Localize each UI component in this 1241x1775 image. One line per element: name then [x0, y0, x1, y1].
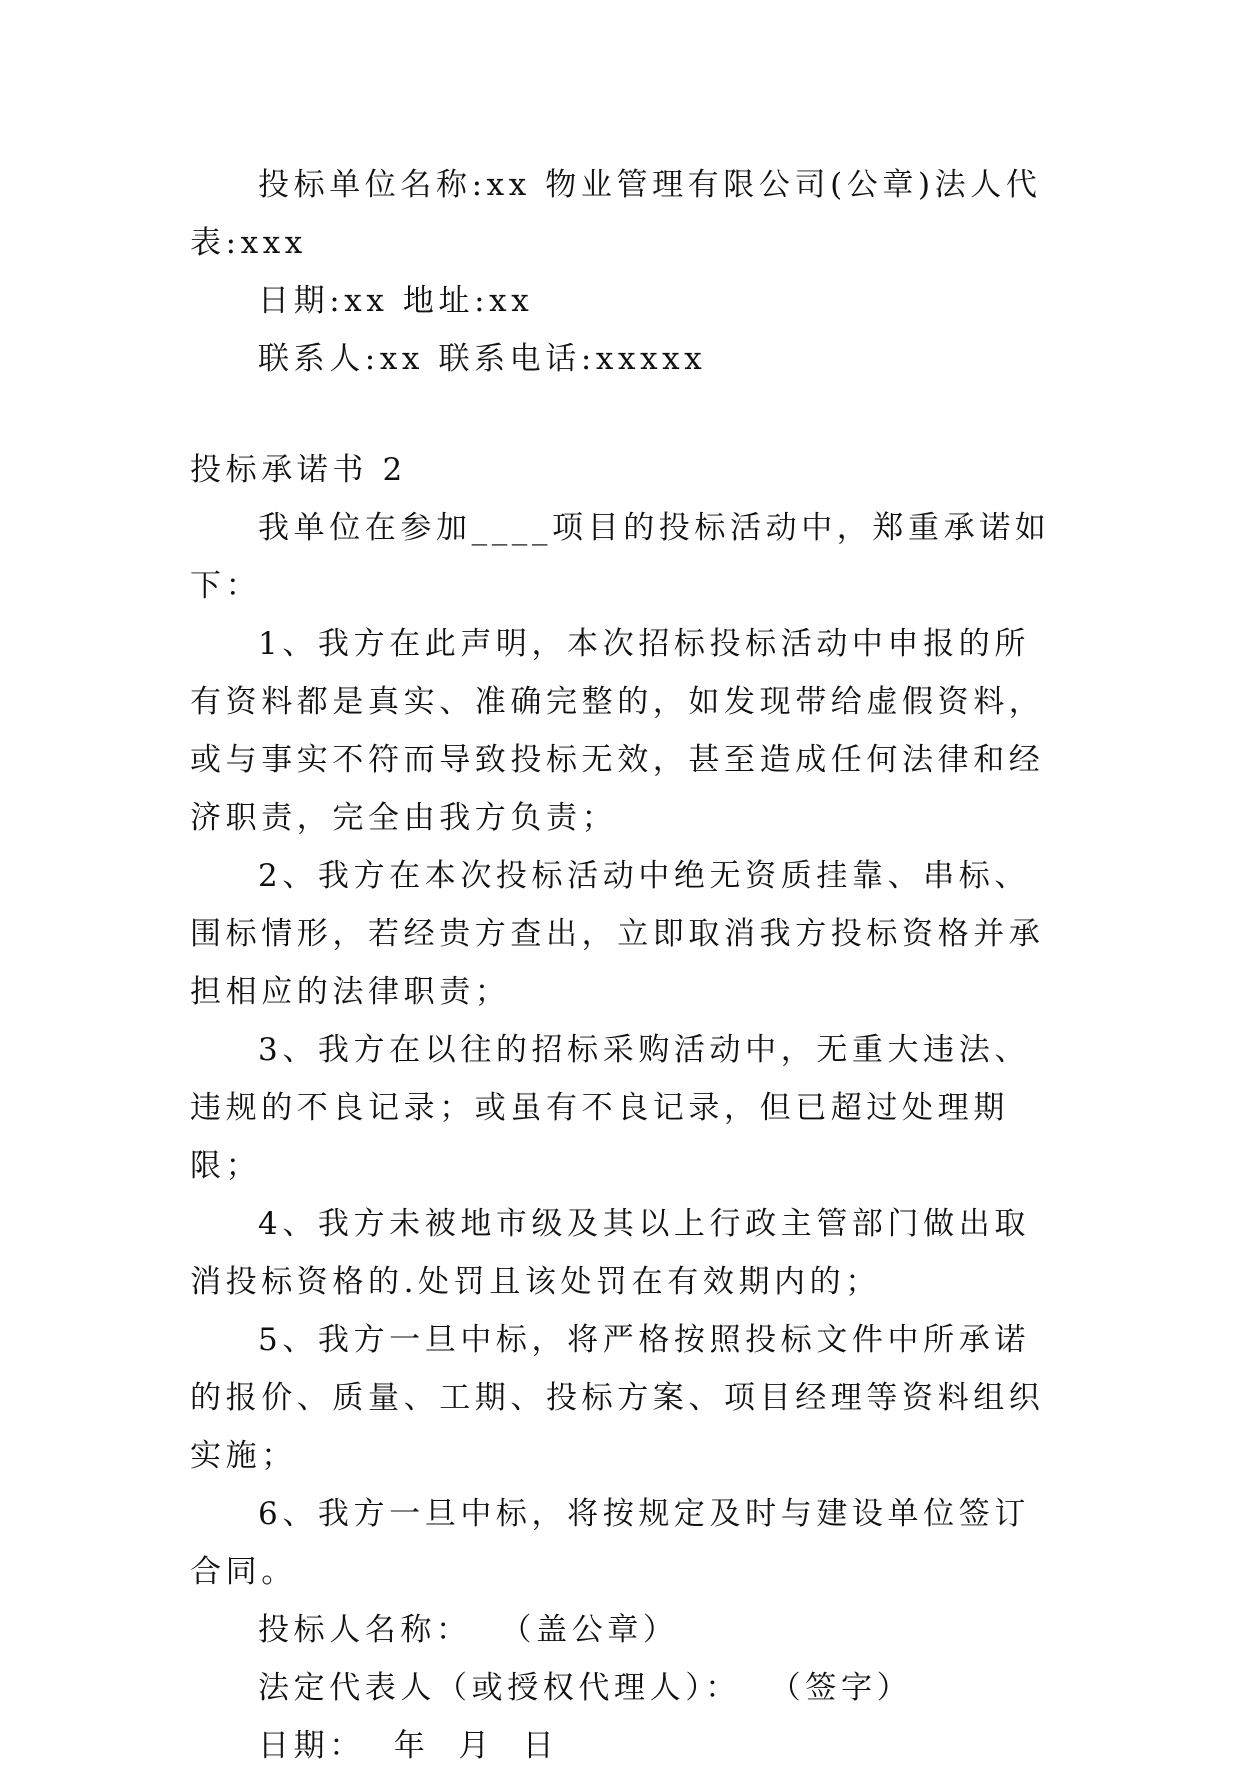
intro-paragraph: 我单位在参加____项目的投标活动中，郑重承诺如下： — [190, 510, 1051, 604]
bidder-info-section — [190, 156, 1060, 388]
date-address-line: 日期:xx 地址:xx — [258, 283, 534, 319]
signature-date-line: 日期： 年 月 日 — [258, 1728, 559, 1764]
legal-representative-signature-line: 法定代表人（或授权代理人）： （签字） — [258, 1670, 913, 1706]
section-title: 投标承诺书 2 — [190, 452, 407, 488]
bidder-name-signature-line: 投标人名称： （盖公章） — [258, 1612, 679, 1648]
company-line: 投标单位名称:xx 物业管理有限公司(公章)法人代表:xxx — [190, 167, 1042, 261]
commitment-item-4: 4、我方未被地市级及其以上行政主管部门做出取消投标资格的.处罚且该处罚在有效期内的； — [190, 1206, 1030, 1300]
commitment-item-2: 2、我方在本次投标活动中绝无资质挂靠、串标、围标情形，若经贵方查出，立即取消我方投标资格并承担相应的法律职责； — [190, 858, 1045, 1010]
commitment-item-6: 6、我方一旦中标，将按规定及时与建设单位签订合同。 — [190, 1496, 1030, 1590]
commitment-letter-section — [190, 441, 1060, 1775]
commitment-item-3: 3、我方在以往的招标采购活动中，无重大违法、违规的不良记录；或虽有不良记录，但已超过处理期限； — [190, 1032, 1030, 1184]
commitment-item-5: 5、我方一旦中标，将严格按照投标文件中所承诺的报价、质量、工期、投标方案、项目经理等资料组织实施； — [190, 1322, 1045, 1474]
commitment-item-1: 1、我方在此声明，本次招标投标活动中申报的所有资料都是真实、准确完整的，如发现带给虚假资料，或与事实不符而导致投标无效，甚至造成任何法律和经济职责，完全由我方负责； — [190, 626, 1045, 836]
contact-line: 联系人:xx 联系电话:xxxxx — [258, 341, 707, 377]
